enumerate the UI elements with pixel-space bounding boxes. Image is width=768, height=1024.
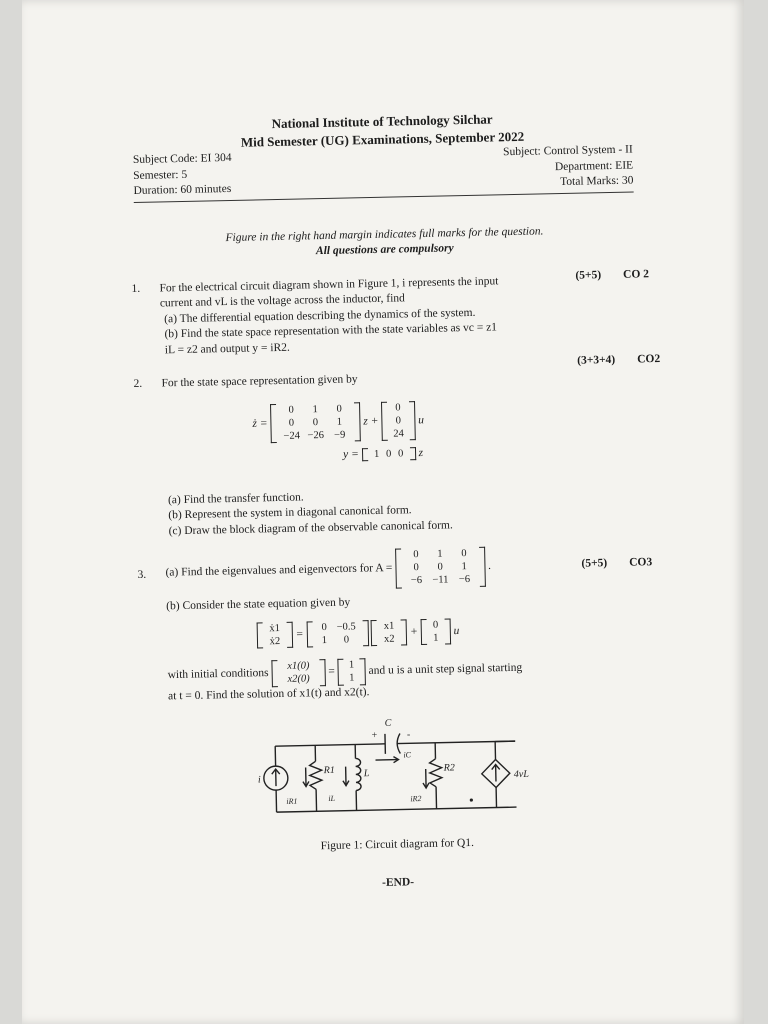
matrix-cell: ẋ2 <box>269 636 281 648</box>
q3-x0 <box>271 659 326 686</box>
q3-u: u <box>453 625 460 638</box>
q3-marks-value: (5+5) <box>581 557 608 570</box>
semester: Semester: 5 <box>133 168 188 182</box>
matrix-cell: 0 <box>312 417 319 429</box>
q2-part-b: (b) Represent the system in diagonal canonical form. <box>168 504 412 522</box>
matrix-cell: x2(0) <box>287 673 310 686</box>
q2-part-a: (a) Find the transfer function. <box>167 491 304 506</box>
matrix-cell: −9 <box>333 429 346 441</box>
duration: Duration: 60 minutes <box>133 183 232 198</box>
q3-bvec <box>420 619 451 646</box>
matrix-cell: 0 <box>413 549 419 561</box>
matrix-cell: 1 <box>348 659 355 671</box>
q2-lhs: ż = <box>252 417 268 430</box>
q3-x <box>371 619 408 646</box>
instruction-line-1: Figure in the right hand margin indicates full marks for the question. <box>225 225 544 244</box>
matrix-cell: 1 <box>461 561 467 573</box>
label-plus: + <box>370 730 378 742</box>
department: Department: EIE <box>554 159 634 173</box>
q3-eq: = <box>295 628 304 641</box>
matrix-cell: 0 <box>343 634 350 646</box>
question-1 <box>131 267 650 359</box>
q2-zplus: z + <box>363 415 379 428</box>
q2-output-equation <box>343 442 639 464</box>
q3-part-a <box>165 544 642 593</box>
label-r2: R2 <box>443 762 455 774</box>
q3-ones <box>337 659 366 686</box>
q2-number: 2. <box>133 378 143 391</box>
subject: Subject: Control System - II <box>502 143 633 159</box>
matrix-cell: −0.5 <box>336 621 356 633</box>
matrix-cell: 0 <box>321 622 327 634</box>
matrix-cell: 0 <box>437 561 443 574</box>
q1-marks <box>575 267 649 284</box>
q1-marks-value: (5+5) <box>575 268 602 282</box>
q3-initial-conditions: with initial conditions x1(0) x2(0) = 1 1 and u is a unit step signal starting <box>167 659 523 686</box>
matrix-cell: 0 <box>397 448 404 460</box>
q2-part-c: (c) Draw the block diagram of the observable canonical form. <box>168 519 453 538</box>
matrix-cell: 0 <box>288 417 295 429</box>
q1-line-2: current and vL is the voltage across the inductor, find <box>159 292 405 310</box>
q3-matrix-m <box>306 620 369 648</box>
matrix-cell: 0 <box>461 548 467 560</box>
q3-marks <box>581 555 652 572</box>
label-l: L <box>363 768 370 780</box>
q2-co: CO2 <box>637 353 661 366</box>
q3-plus: + <box>409 625 418 639</box>
matrix-cell: 1 <box>349 672 355 685</box>
document-body <box>131 108 661 896</box>
q3-matrix-a <box>395 547 486 588</box>
exam-paper <box>22 0 744 1024</box>
label-ir2: iR2 <box>410 794 422 804</box>
q3-ic-post: and u is a unit step signal starting <box>368 662 523 678</box>
matrix-cell: 1 <box>336 416 343 428</box>
q2-state-equation <box>252 396 639 443</box>
matrix-cell: 0 <box>413 562 419 574</box>
q2-line-1: For the state space representation given by <box>161 373 358 390</box>
question-3 <box>137 544 653 705</box>
q2-matrix-c <box>362 447 416 461</box>
wire-top-left <box>275 744 385 746</box>
subject-code: Subject Code: EI 304 <box>132 152 232 167</box>
matrix-cell: −24 <box>283 430 301 442</box>
end-marker: -END- <box>381 875 415 889</box>
label-i: i <box>257 774 261 786</box>
circuit-diagram <box>245 711 547 837</box>
matrix-cell: 1 <box>373 448 380 460</box>
label-r1: R1 <box>323 765 335 777</box>
matrix-cell: −6 <box>410 575 423 587</box>
q3-state-equation <box>257 615 643 649</box>
q3-co: CO3 <box>629 556 653 569</box>
label-ic: iC <box>403 750 412 760</box>
matrix-cell: 1 <box>433 632 439 645</box>
q1-co: CO 2 <box>622 267 650 281</box>
matrix-cell: −6 <box>458 574 471 586</box>
matrix-cell: −26 <box>307 430 325 442</box>
label-4vl: 4vL <box>513 768 529 781</box>
matrix-cell: 0 <box>395 402 401 414</box>
institute-name: National Institute of Technology Silchar <box>271 111 493 132</box>
q2-marks <box>577 352 660 369</box>
q2-matrix-a <box>270 402 361 443</box>
matrix-cell: x1(0) <box>287 660 310 673</box>
q1-part-b: (b) Find the state space representation with the state variables as vc = z1 <box>164 321 498 341</box>
q3-ic-pre: with initial conditions <box>167 667 269 682</box>
q3-part-b: (b) Consider the state equation given by <box>166 596 351 612</box>
resistor-r1 <box>310 761 323 789</box>
label-c: C <box>384 717 392 729</box>
q2-matrix-b <box>381 401 416 441</box>
q3-last-line: at t = 0. Find the solution of x1(t) and x2(t). <box>167 685 370 702</box>
figure-caption: Figure 1: Circuit diagram for Q1. <box>320 837 475 853</box>
matrix-cell: ẋ1 <box>269 623 281 635</box>
matrix-cell: 24 <box>393 428 404 440</box>
resistor-r2 <box>429 759 442 787</box>
matrix-cell: 0 <box>395 415 402 427</box>
matrix-cell: 0 <box>432 619 439 631</box>
matrix-cell: x2 <box>384 633 395 646</box>
q1-part-b-cont: iL = z2 and output y = iR2. <box>164 341 290 357</box>
label-minus: - <box>406 729 411 741</box>
q2-u: u <box>418 414 425 427</box>
matrix-cell: 0 <box>385 448 392 460</box>
matrix-cell: x1 <box>383 620 395 632</box>
q2-marks-value: (3+3+4) <box>577 354 616 367</box>
q2-z: z <box>418 447 424 460</box>
matrix-cell: 0 <box>288 404 294 416</box>
inductor-l <box>355 758 361 790</box>
question-2 <box>133 353 661 540</box>
q1-number: 1. <box>131 282 141 295</box>
q3-part-a-text: (a) Find the eigenvalues and eigenvectors for A = <box>165 562 393 579</box>
matrix-cell: −11 <box>432 574 449 587</box>
q3-xdot <box>257 622 294 649</box>
q1-line-1: For the electrical circuit diagram shown in Figure 1, i represents the input <box>159 275 499 295</box>
matrix-cell: 0 <box>336 403 342 415</box>
label-il: iL <box>328 794 336 804</box>
total-marks: Total Marks: 30 <box>560 174 634 189</box>
exam-title: Mid Semester (UG) Examinations, September 2022 <box>240 128 525 150</box>
instruction-line-2: All questions are compulsory <box>315 242 454 258</box>
matrix-cell: 1 <box>312 403 318 416</box>
q3-dot: . <box>487 560 492 573</box>
wire-bottom <box>277 807 517 812</box>
matrix-cell: 1 <box>321 635 328 647</box>
q1-part-a: (a) The differential equation describing the dynamics of the system. <box>164 306 476 326</box>
matrix-cell: 1 <box>437 548 443 560</box>
label-ir1: iR1 <box>286 796 298 807</box>
q3-number: 3. <box>137 569 147 582</box>
q2-ylhs: y = <box>342 448 359 461</box>
